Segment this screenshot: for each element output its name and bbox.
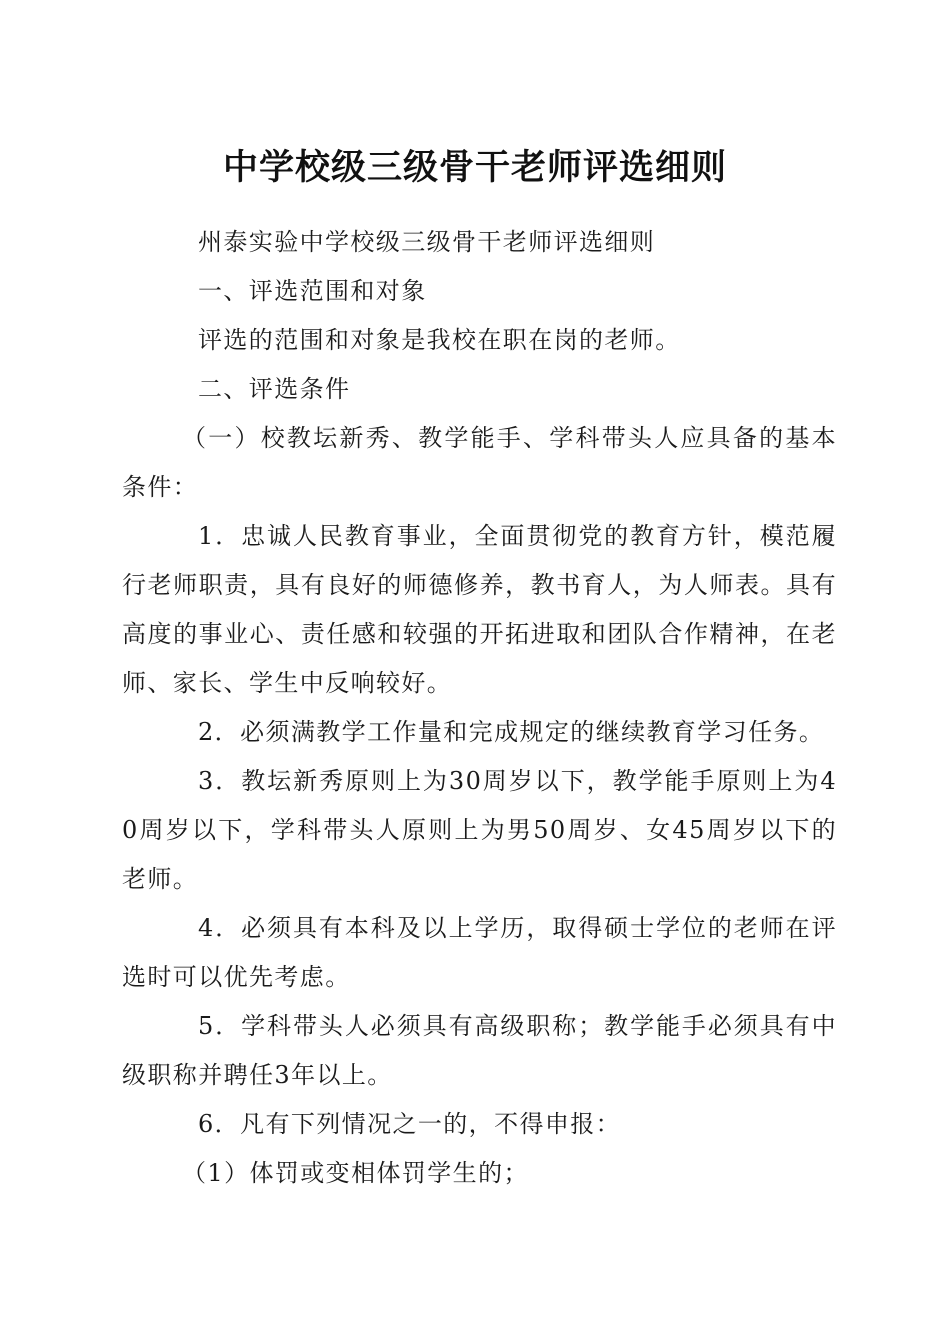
document-body xyxy=(122,218,837,1198)
exclusion-item-1: （1）体罚或变相体罚学生的； xyxy=(182,1159,529,1187)
paragraph-scope: 评选的范围和对象是我校在职在岗的老师。 xyxy=(198,326,681,354)
condition-item-3: 3．教坛新秀原则上为30周岁以下，教学能手原则上为40周岁以下，学科带头人原则上为男50周岁、女45周岁以下的老师。 xyxy=(122,767,837,893)
document-title: 中学校级三级骨干老师评选细则 xyxy=(222,147,727,188)
condition-item-1: 1．忠诚人民教育事业，全面贯彻党的教育方针，模范履行老师职责，具有良好的师德修养，教书育人，为人师表。具有高度的事业心、责任感和较强的开拓进取和团队合作精神，在老师、家长、学生中反响较好。 xyxy=(122,522,837,697)
condition-item-5: 5．学科带头人必须具有高级职称；教学能手必须具有中级职称并聘任3年以上。 xyxy=(122,1012,837,1089)
section-heading-1: 一、评选范围和对象 xyxy=(198,277,427,305)
subsection-heading-1: （一）校教坛新秀、教学能手、学科带头人应具备的基本条件： xyxy=(122,424,837,501)
condition-item-2: 2．必须满教学工作量和完成规定的继续教育学习任务。 xyxy=(198,718,825,746)
section-heading-2: 二、评选条件 xyxy=(198,375,351,403)
condition-item-4: 4．必须具有本科及以上学历，取得硕士学位的老师在评选时可以优先考虑。 xyxy=(122,914,837,991)
subtitle-paragraph: 州泰实验中学校级三级骨干老师评选细则 xyxy=(198,228,656,256)
condition-item-6: 6．凡有下列情况之一的，不得申报： xyxy=(198,1110,622,1138)
